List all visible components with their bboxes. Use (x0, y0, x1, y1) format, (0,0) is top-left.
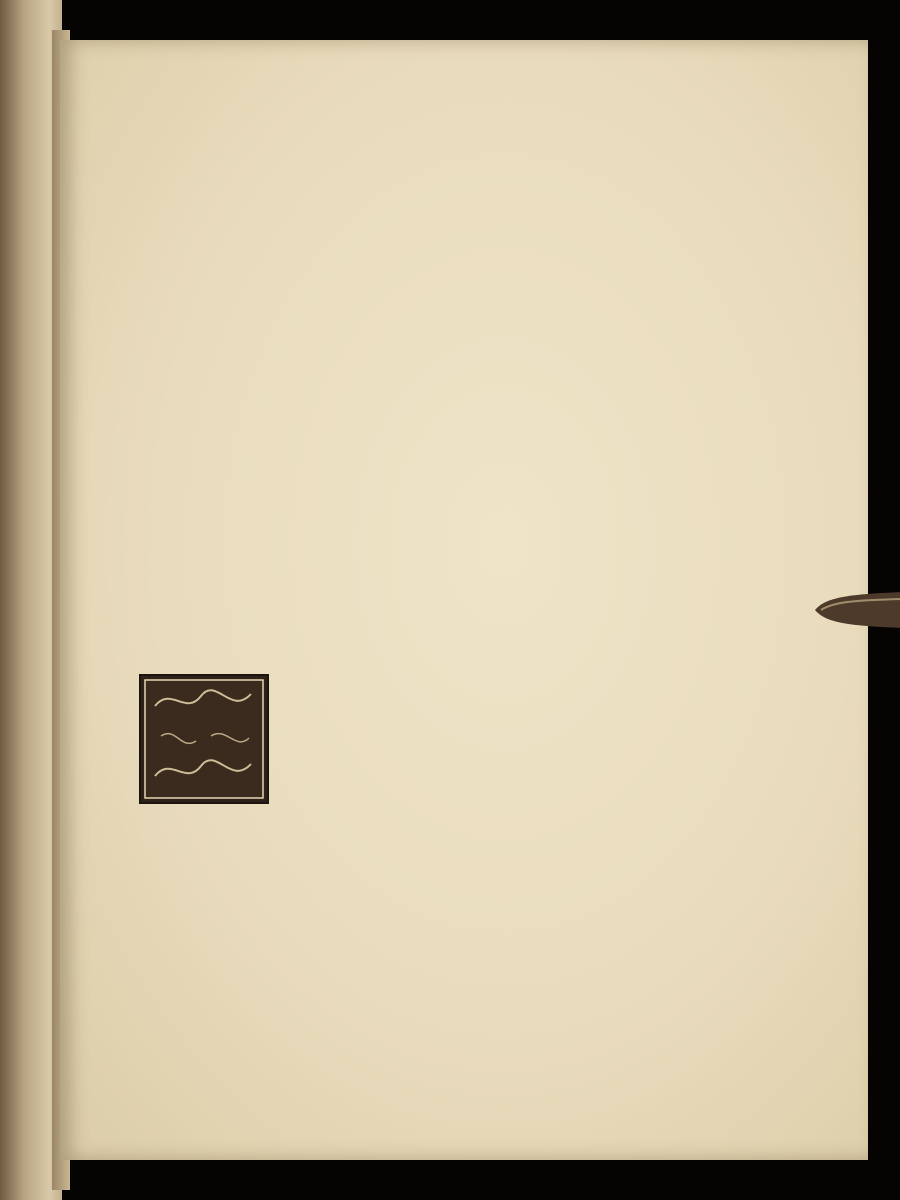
bookmark-tab (815, 590, 900, 630)
decorated-drop-cap (139, 674, 269, 804)
fleuron-row-bottom (140, 210, 680, 230)
fleuron-row-middle (140, 168, 680, 204)
fleuron-row-top (140, 122, 680, 162)
book-page (60, 40, 868, 1160)
